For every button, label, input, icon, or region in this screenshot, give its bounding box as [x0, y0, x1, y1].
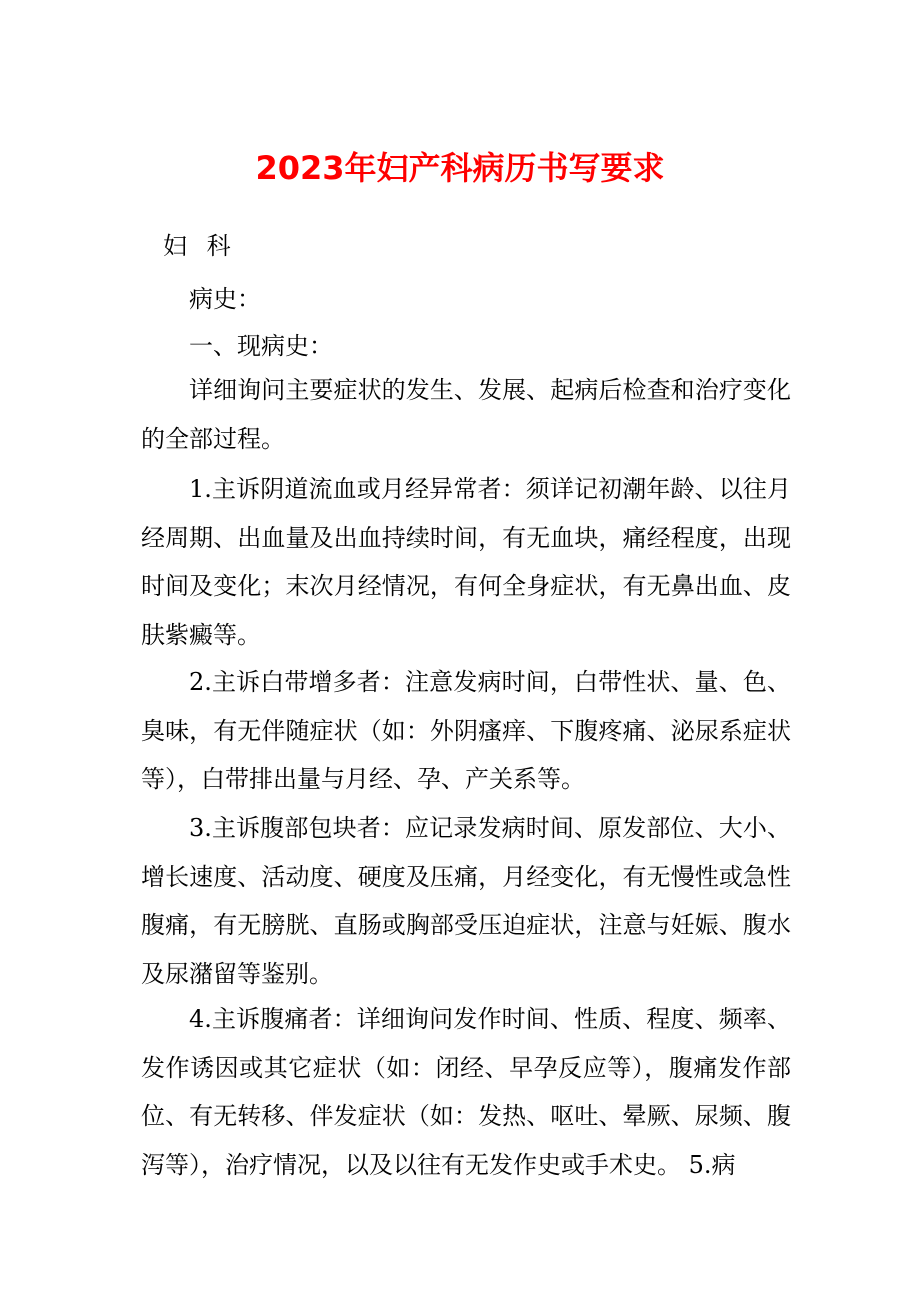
paragraph-3: 3.主诉腹部包块者：应记录发病时间、原发部位、大小、增长速度、活动度、硬度及压痛，月经变化，有无慢性或急性腹痛，有无膀胱、直肠或胸部受压迫症状，注意与妊娠、腹水及尿潴留等鉴别。: [141, 814, 791, 988]
intro-paragraph: 详细询问主要症状的发生、发展、起病后检查和治疗变化的全部过程。: [141, 376, 791, 453]
paragraph-4: 4.主诉腹痛者：详细询问发作时间、性质、程度、频率、发作诱因或其它症状（如：闭经、早孕反应等），腹痛发作部位、有无转移、伴发症状（如：发热、呕吐、晕厥、尿频、腹泻等），治疗情况，以及以往有无发作史或手术史。 5.病: [141, 1005, 791, 1179]
document-title: 2023年妇产科病历书写要求: [255, 149, 665, 187]
section-heading: 妇 科: [163, 232, 237, 260]
item-heading: 一、现病史：: [189, 332, 333, 360]
paragraph-2: 2.主诉白带增多者：注意发病时间，白带性状、量、色、臭味，有无伴随症状（如：外阴瘙痒、下腹疼痛、泌尿系症状等），白带排出量与月经、孕、产关系等。: [141, 668, 791, 793]
paragraph-1: 1.主诉阴道流血或月经异常者：须详记初潮年龄、以往月经周期、出血量及出血持续时间，有无血块，痛经程度，出现时间及变化；末次月经情况，有何全身症状，有无鼻出血、皮肤紫癜等。: [141, 475, 791, 649]
subsection-heading: 病史：: [189, 285, 261, 313]
